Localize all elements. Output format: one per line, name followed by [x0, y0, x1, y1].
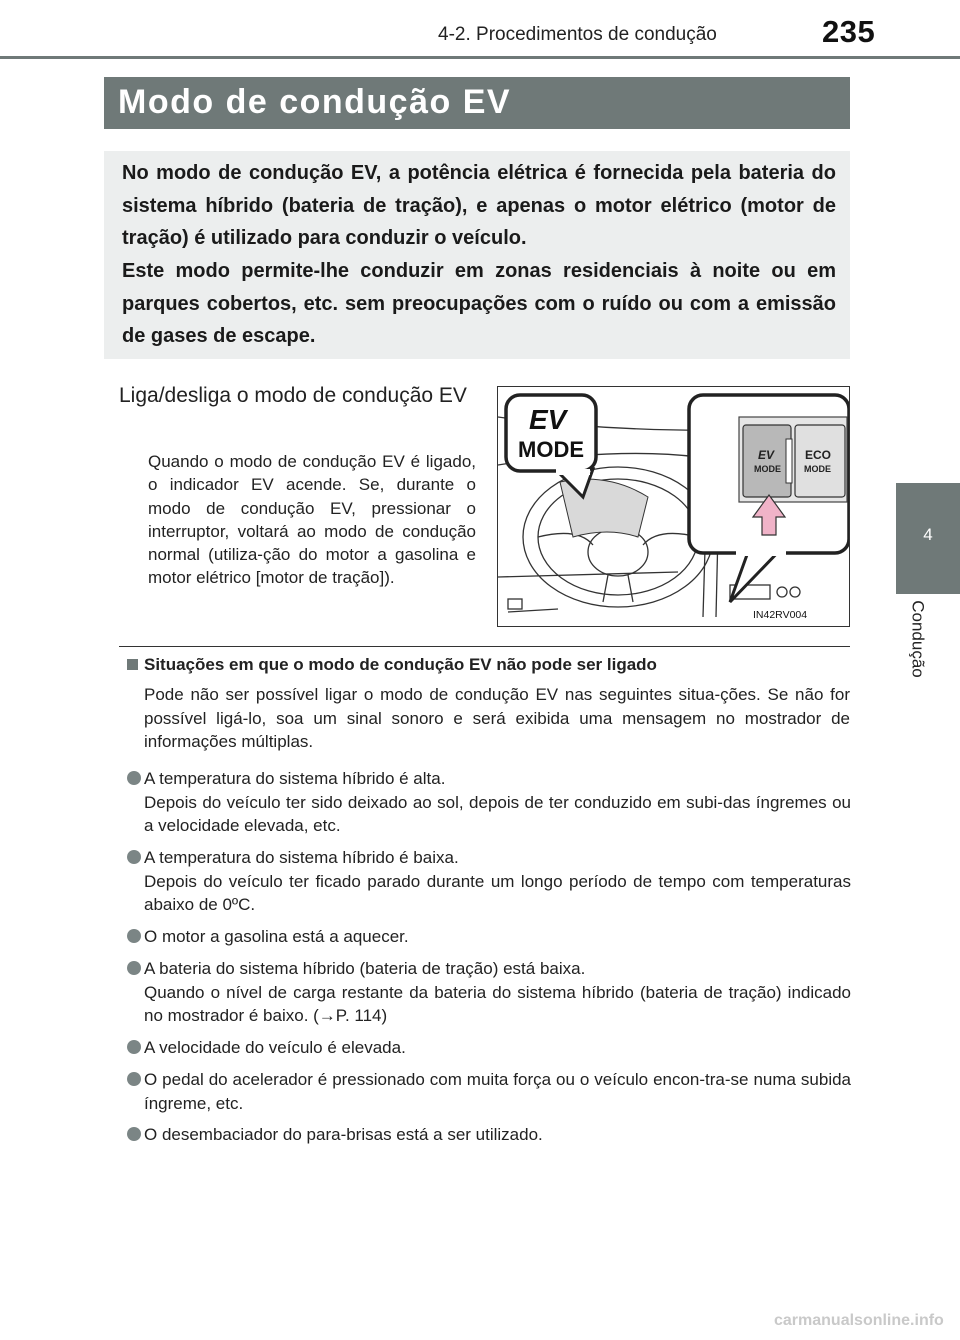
bullet-dot-icon: [127, 929, 141, 943]
list-item: [127, 1036, 851, 1060]
dashboard-drawing: [498, 387, 850, 627]
intro-box: [104, 151, 850, 359]
list-item-text: A temperatura do sistema híbrido é alta.: [144, 769, 446, 788]
list-item: [127, 925, 851, 949]
figure-code: IN42RV004: [753, 609, 808, 621]
list-item-text: A temperatura do sistema híbrido é baixa.: [144, 848, 459, 867]
header-divider: [0, 56, 960, 59]
section-heading: [127, 655, 657, 675]
switch-eco-label: ECO: [805, 448, 832, 462]
switch-ev-mode-label: MODE: [754, 464, 781, 474]
list-item: [127, 846, 851, 917]
item-title: Liga/desliga o modo de condução EV: [119, 384, 467, 407]
list-item-text: A velocidade do veículo é elevada.: [144, 1038, 406, 1057]
list-item-detail: Depois do veículo ter ficado parado durante um longo período de tempo com temperaturas abaixo de 0ºC.: [144, 871, 851, 914]
header-section-title: 4-2. Procedimentos de condução: [438, 24, 717, 45]
bullet-dot-icon: [127, 1127, 141, 1141]
chapter-tab: [896, 483, 960, 594]
chapter-label: Condução: [908, 600, 928, 678]
ev-mode-switch-illustration: [497, 386, 850, 627]
section-heading-text: Situações em que o modo de condução EV não pode ser ligado: [144, 655, 657, 674]
list-item-text: A bateria do sistema híbrido (bateria de tração) está baixa.: [144, 959, 586, 978]
bullet-dot-icon: [127, 961, 141, 975]
section-title-bar: [104, 77, 850, 129]
bullet-dot-icon: [127, 1040, 141, 1054]
intro-paragraph-1: No modo de condução EV, a potência elétrica é fornecida pela bateria do sistema híbrido (bateria de tração), e apenas o motor elétrico (motor de tração) é utilizado para conduzir o veículo.: [122, 162, 836, 250]
list-item: [127, 1068, 851, 1115]
item-description: Quando o modo de condução EV é ligado, o indicador EV acende. Se, durante o modo de condução EV, pressionar o interruptor, voltará ao modo de condução normal (utiliza-ção do motor a gasolina e motor elétrico [motor de tração]).: [148, 452, 476, 588]
list-item: [127, 1123, 851, 1147]
page-title: Modo de condução EV: [118, 83, 512, 121]
callout-ev-label: EV: [529, 404, 567, 435]
section-divider: [119, 646, 850, 647]
watermark: carmanualsonline.info: [774, 1312, 944, 1329]
chapter-number: 4: [923, 525, 933, 544]
switch-ev-label: EV: [758, 448, 775, 462]
list-item-text: O desembaciador do para-brisas está a ser utilizado.: [144, 1125, 543, 1144]
list-item: [127, 767, 851, 838]
bullet-dot-icon: [127, 771, 141, 785]
bullet-dot-icon: [127, 1072, 141, 1086]
list-item-detail: Quando o nível de carga restante da bateria do sistema híbrido (bateria de tração) indicado no mostrador é baixo. (→P. 114): [144, 982, 851, 1025]
bullet-dot-icon: [127, 850, 141, 864]
list-item: [127, 957, 851, 1028]
chapter-label-wrapper: [904, 593, 930, 688]
intro-paragraph-2: Este modo permite-lhe conduzir em zonas residenciais à noite ou em parques cobertos, etc. sem preocupações com o ruído ou com a emissão de gases de escape.: [122, 260, 836, 348]
section-paragraph: Pode não ser possível ligar o modo de condução EV nas seguintes situa-ções. Se não for possível ligá-lo, soa um sinal sonoro e será exibida uma mensagem no mostrador de informações múltiplas.: [144, 685, 850, 751]
switch-eco-mode-label: MODE: [804, 464, 831, 474]
list-item-detail: Depois do veículo ter sido deixado ao sol, depois de ter conduzido em subi-das íngremes ou a velocidade elevada, etc.: [144, 792, 851, 835]
square-bullet-icon: [127, 659, 138, 670]
page-number: 235: [822, 14, 876, 49]
list-item-text: O motor a gasolina está a aquecer.: [144, 927, 409, 946]
callout-mode-label: MODE: [518, 437, 584, 462]
list-item-text: O pedal do acelerador é pressionado com muita força ou o veículo encon-tra-se numa subida íngreme, etc.: [144, 1070, 851, 1113]
